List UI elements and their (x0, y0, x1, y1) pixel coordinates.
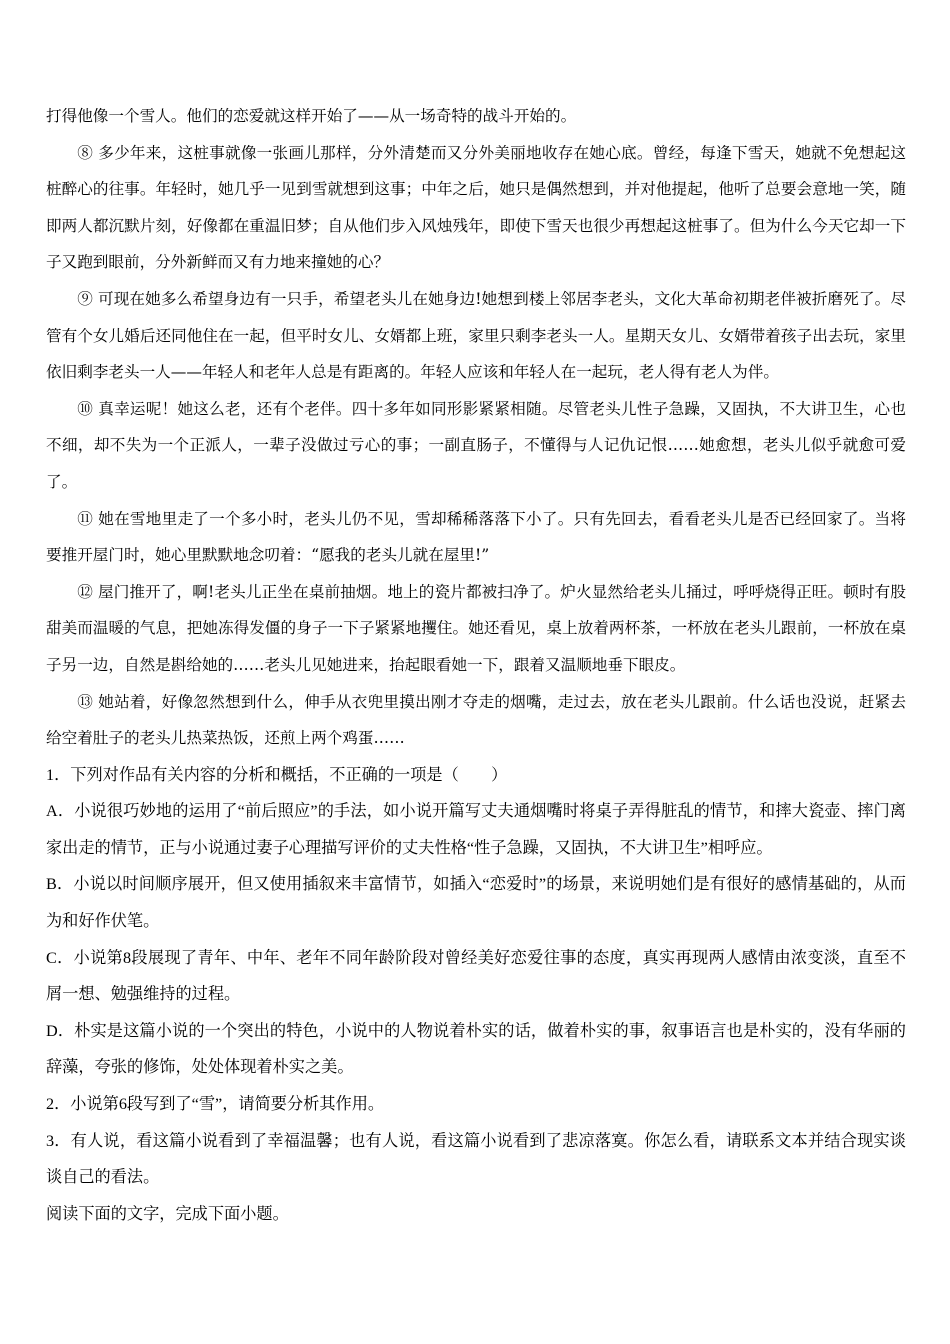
story-paragraph-continued: 打得他像一个雪人。他们的恋爱就这样开始了——从一场奇特的战斗开始的。 (46, 107, 577, 125)
question-3: 3．有人说，看这篇小说看到了幸福温馨；也有人说，看这篇小说看到了悲凉落寞。你怎么看，请联系文本并结合现实谈谈自己的看法。 (46, 1131, 906, 1187)
story-paragraph-13: ⑬ 她站着，好像忽然想到什么，伸手从衣兜里摸出刚才夺走的烟嘴，走过去，放在老头儿跟前。什么话也没说，赶紧去给空着肚子的老头儿热菜热饭，还煎上两个鸡蛋…… (46, 692, 906, 748)
story-paragraph-10: ⑩ 真幸运呢！她这么老，还有个老伴。四十多年如同形影紧紧相随。尽管老头儿性子急躁，又固执，不大讲卫生，心也不细，却不失为一个正派人，一辈子没做过亏心的事；一副直肠子，不懂得与人记仇记恨……她愈想，老头儿似乎就愈可爱了。 (46, 399, 906, 491)
story-paragraph-11: ⑪ 她在雪地里走了一个多小时，老头儿仍不见，雪却稀稀落落下小了。只有先回去，看看老头儿是否已经回家了。当将要推开屋门时，她心里默默地念叨着：“愿我的老头儿就在屋里!” (46, 509, 906, 565)
question-1-option-d: D．朴实是这篇小说的一个突出的特色，小说中的人物说着朴实的话，做着朴实的事，叙事语言也是朴实的，没有华丽的辞藻，夸张的修饰，处处体现着朴实之美。 (46, 1021, 906, 1077)
question-1-stem: 1．下列对作品有关内容的分析和概括，不正确的一项是（ ） (46, 765, 508, 784)
story-paragraph-12: ⑫ 屋门推开了，啊!老头儿正坐在桌前抽烟。地上的瓷片都被扫净了。炉火显然给老头儿捅过，呼呼烧得正旺。顿时有股甜美而温暖的气息，把她冻得发僵的身子一下子紧紧地攫住。她还看见，桌上放着两杯茶，一杯放在老头儿跟前，一杯放在桌子另一边，自然是斟给她的……老头儿见她进来，抬起眼看她一下，跟着又温顺地垂下眼皮。 (46, 582, 906, 674)
question-2: 2．小说第6段写到了“雪”，请简要分析其作用。 (46, 1095, 385, 1114)
story-paragraph-9: ⑨ 可现在她多么希望身边有一只手，希望老头儿在她身边!她想到楼上邻居李老头，文化大革命初期老伴被折磨死了。尽管有个女儿婚后还同他住在一起，但平时女儿、女婿都上班，家里只剩李老头一人。星期天女儿、女婿带着孩子出去玩，家里依旧剩李老头一人——年轻人和老年人总是有距离的。年轻人应该和年轻人在一起玩，老人得有老人为伴。 (46, 289, 906, 382)
question-1-option-a: A．小说很巧妙地的运用了“前后照应”的手法，如小说开篇写丈夫通烟嘴时将桌子弄得脏乱的情节，和摔大瓷壶、摔门离家出走的情节，正与小说通过妻子心理描写评价的丈夫性格“性子急躁，又固执，不大讲卫生”相呼应。 (46, 802, 906, 857)
story-paragraph-8: ⑧ 多少年来，这桩事就像一张画儿那样，分外清楚而又分外美丽地收存在她心底。曾经，每逢下雪天，她就不免想起这桩醉心的往事。年轻时，她几乎一见到雪就想到这事；中年之后，她只是偶然想到，并对他提起，他听了总要会意地一笑，随即两人都沉默片刻，好像都在重温旧梦；自从他们步入风烛残年，即使下雪天也很少再想起这桩事了。但为什么今天它却一下子又跑到眼前，分外新鲜而又有力地来撞她的心？ (46, 143, 906, 272)
question-1-option-c: C．小说第8段展现了青年、中年、老年不同年龄阶段对曾经美好恋爱往事的态度，真实再现两人感情由浓变淡，直至不屑一想、勉强维持的过程。 (46, 948, 906, 1004)
question-1-option-b: B．小说以时间顺序展开，但又使用插叙来丰富情节，如插入“恋爱时”的场景，来说明她们是有很好的感情基础的，从而为和好作伏笔。 (46, 875, 906, 931)
reading-instruction: 阅读下面的文字，完成下面小题。 (46, 1204, 289, 1223)
